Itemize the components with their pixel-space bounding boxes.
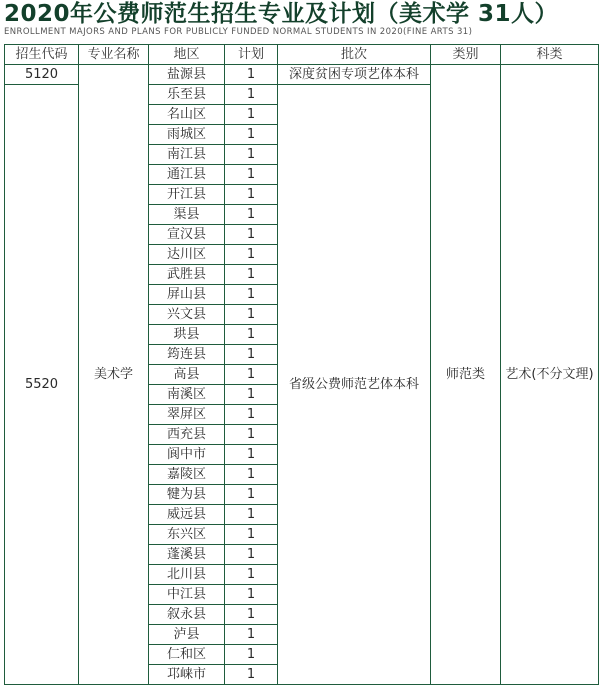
batch-cell: 深度贫困专项艺体本科 [278,65,431,85]
subject-cell: 艺术(不分文理) [501,65,599,685]
plan-count-cell: 1 [225,285,278,305]
region-cell: 盐源县 [149,65,225,85]
plan-count-cell: 1 [225,565,278,585]
column-header: 专业名称 [79,45,149,65]
plan-count-cell: 1 [225,145,278,165]
plan-count-cell: 1 [225,265,278,285]
plan-count-cell: 1 [225,165,278,185]
region-cell: 西充县 [149,425,225,445]
plan-count-cell: 1 [225,185,278,205]
region-cell: 渠县 [149,205,225,225]
column-header: 批次 [278,45,431,65]
enrollment-code-cell: 5520 [5,85,79,685]
plan-count-cell: 1 [225,65,278,85]
region-cell: 珙县 [149,325,225,345]
plan-count-cell: 1 [225,105,278,125]
plan-count-cell: 1 [225,445,278,465]
plan-count-cell: 1 [225,305,278,325]
major-name-cell: 美术学 [79,65,149,685]
column-header: 计划 [225,45,278,65]
batch-cell: 省级公费师范艺体本科 [278,85,431,685]
region-cell: 蓬溪县 [149,545,225,565]
region-cell: 屏山县 [149,285,225,305]
plan-count-cell: 1 [225,405,278,425]
region-cell: 名山区 [149,105,225,125]
plan-count-cell: 1 [225,425,278,445]
enrollment-code-cell: 5120 [5,65,79,85]
region-cell: 仁和区 [149,645,225,665]
plan-count-cell: 1 [225,345,278,365]
region-cell: 叙永县 [149,605,225,625]
plan-count-cell: 1 [225,245,278,265]
plan-count-cell: 1 [225,85,278,105]
region-cell: 南江县 [149,145,225,165]
region-cell: 达川区 [149,245,225,265]
table-row [5,65,599,85]
region-cell: 北川县 [149,565,225,585]
region-cell: 武胜县 [149,265,225,285]
column-header: 类别 [431,45,501,65]
region-cell: 东兴区 [149,525,225,545]
plan-count-cell: 1 [225,505,278,525]
region-cell: 乐至县 [149,85,225,105]
region-cell: 威远县 [149,505,225,525]
region-cell: 雨城区 [149,125,225,145]
enrollment-table [4,44,599,685]
plan-count-cell: 1 [225,545,278,565]
plan-count-cell: 1 [225,665,278,685]
region-cell: 开江县 [149,185,225,205]
plan-count-cell: 1 [225,225,278,245]
region-cell: 通江县 [149,165,225,185]
plan-count-cell: 1 [225,325,278,345]
region-cell: 南溪区 [149,385,225,405]
table-header-row [5,45,599,65]
plan-count-cell: 1 [225,605,278,625]
plan-count-cell: 1 [225,125,278,145]
region-cell: 嘉陵区 [149,465,225,485]
plan-count-cell: 1 [225,485,278,505]
region-cell: 高县 [149,365,225,385]
region-cell: 筠连县 [149,345,225,365]
region-cell: 宣汉县 [149,225,225,245]
plan-count-cell: 1 [225,585,278,605]
plan-count-cell: 1 [225,465,278,485]
table-body [5,65,599,685]
region-cell: 翠屏区 [149,405,225,425]
region-cell: 犍为县 [149,485,225,505]
region-cell: 泸县 [149,625,225,645]
column-header: 招生代码 [5,45,79,65]
plan-count-cell: 1 [225,525,278,545]
plan-count-cell: 1 [225,385,278,405]
column-header: 科类 [501,45,599,65]
plan-count-cell: 1 [225,205,278,225]
region-cell: 邛崃市 [149,665,225,685]
plan-count-cell: 1 [225,365,278,385]
plan-count-cell: 1 [225,645,278,665]
region-cell: 阆中市 [149,445,225,465]
region-cell: 兴文县 [149,305,225,325]
region-cell: 中江县 [149,585,225,605]
column-header: 地区 [149,45,225,65]
page-title: 2020年公费师范生招生专业及计划（美术学 31人） [4,1,559,27]
page-subtitle: ENROLLMENT MAJORS AND PLANS FOR PUBLICLY FUNDED NORMAL STUDENTS IN 2020(FINE ARTS 31) [4,27,473,37]
plan-count-cell: 1 [225,625,278,645]
category-cell: 师范类 [431,65,501,685]
